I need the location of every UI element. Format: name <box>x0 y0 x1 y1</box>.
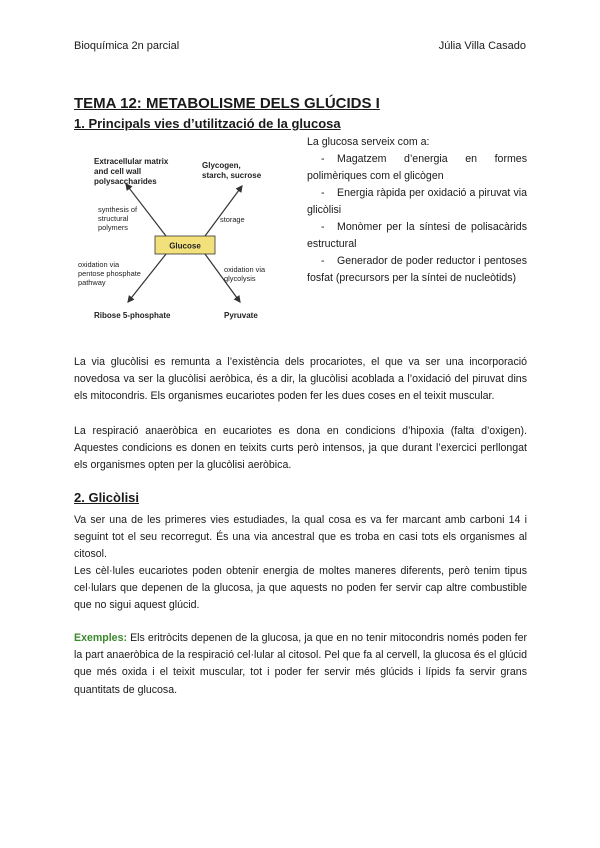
list-item: - Generador de poder reductor i pentoses fosfat (precursors per la síntei de nucleòtids) <box>307 255 527 284</box>
glucose-diagram <box>74 140 296 330</box>
label-pyruvate: Pyruvate <box>224 311 258 320</box>
glucose-uses <box>307 134 527 287</box>
arrow-top-right <box>205 186 242 236</box>
section-1-heading: 1. Principals vies d’utilització de la glucosa <box>74 116 341 131</box>
header-right: Júlia Villa Casado <box>438 40 526 52</box>
label-synthesis-1: synthesis of <box>98 205 138 214</box>
glucose-pathways-figure <box>74 140 296 330</box>
label-synthesis-2: structural <box>98 214 129 223</box>
section-2-heading: 2. Glicòlisi <box>74 490 140 505</box>
list-item: - Magatzem d’energia en formes polimèriques com el glicògen <box>307 153 527 182</box>
label-oxidation-pp-3: pathway <box>78 278 106 287</box>
label-storage: storage <box>220 215 245 224</box>
paragraph-anaerobic-respiration: La respiració anaeròbica en eucariotes es dona en condicions d’hipoxia (falta d’oxigen). Aquestes condicions es donen en teixits curts però intensos, ja que durant l’exercici perllongat els organismes opten per la glucòlisi aeròbica. <box>74 425 527 472</box>
list-item: - Monòmer per la síntesi de polisacàrids estructural <box>307 221 527 250</box>
examples-label: Exemples: <box>74 632 127 644</box>
label-glycogen-2: starch, sucrose <box>202 171 262 180</box>
list-item: - Energia ràpida per oxidació a piruvat via glicòlisi <box>307 187 527 216</box>
label-synthesis-3: polymers <box>98 223 128 232</box>
label-oxidation-gly-2: glycolysis <box>224 274 256 283</box>
label-glycogen-1: Glycogen, <box>202 161 241 170</box>
list-dash: - <box>321 221 325 233</box>
header-left: Bioquímica 2n parcial <box>74 40 180 52</box>
list-dash: - <box>321 153 325 165</box>
paragraph-aerobic-glycolysis: La via glucòlisi es remunta a l’existència dels procariotes, el que va ser una incorporació novedosa va ser la glucòlisi aeròbica, és a dir, la glucòlisi acoblada a l’oxidació del piruvat dins els mitocondris. Els organismes eucariotes poden fer les dues coses en el teixit muscular. <box>74 356 527 403</box>
list-dash: - <box>321 255 325 267</box>
glucose-label: Glucose <box>169 241 201 251</box>
uses-intro: La glucosa serveix com a: <box>307 136 430 148</box>
label-extracellular-2: and cell wall <box>94 167 142 176</box>
label-extracellular-3: polysaccharides <box>94 177 157 186</box>
page-title: TEMA 12: METABOLISME DELS GLÚCIDS I <box>74 95 380 112</box>
paragraph-glycolysis-history: Va ser una de les primeres vies estudiades, la qual cosa es va fer marcant amb carboni 14 i seguint tot el seu recorregut. És una via ancestral que es troba en casi tots els organismes al citosol. <box>74 514 527 561</box>
list-dash: - <box>321 187 325 199</box>
label-extracellular-1: Extracellular matrix <box>94 157 169 166</box>
examples-text: Els eritròcits depenen de la glucosa, ja que en no tenir mitocondris només poden fer la part anaeròbica de la respiració cel·lular al citosol. Pel que fa al cervell, la glucosa és el glúcid que més oxida i el teixit muscular, tot i poder fer servir més glúcids i lípids fa servir grans quantitats de glucosa. <box>74 632 527 696</box>
paragraph-glucose-dependence: Les cèl·lules eucariotes poden obtenir energia de moltes maneres diferents, però tenim tipus cel·lulars que depenen de la glucosa, ja que aquests no poden fer servir cap altre combustible que no sigui aquest glúcid. <box>74 565 527 612</box>
label-oxidation-gly-1: oxidation via <box>224 265 266 274</box>
paragraph-examples <box>74 630 527 699</box>
arrow-bottom-left <box>128 254 166 302</box>
label-oxidation-pp-1: oxidation via <box>78 260 120 269</box>
label-ribose: Ribose 5-phosphate <box>94 311 171 320</box>
uses-list <box>307 151 527 287</box>
label-oxidation-pp-2: pentose phosphate <box>78 269 141 278</box>
